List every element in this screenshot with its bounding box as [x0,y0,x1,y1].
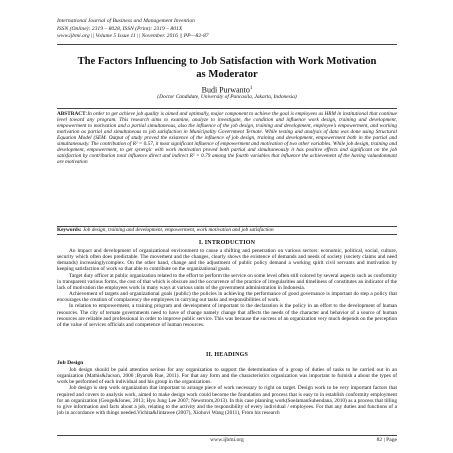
intro-paragraph-2: Target duty officer at public organization related to the effort to perform the service on some level often still colored by several aspects such as conformity in transparent various forms, the cost of that which is obscure and the occurrence of the practice of irregularities and timeliness of constitutes an indicator of the lack of motivation the employees work in many ways at various units of the government administration in Indonesia. [57,272,397,291]
abstract-text: :In order to get achieve job quality is aimed and optimally, major component to achieve the goal is employees as HRM in institutional that continue level toward any program. This research aims to examine, analyze to investigate, the condition and influence work design, training and development, empowerment to motivation and a partial simultaneous, also the influence of the job design, training and development, employee’s empowerment, and working motivation as partial and simultaneous to job satisfaction in Municipality Government Ternate. While testing and analysis of data was done using Structural Equation Model (SEM. Output of study proved the existence of the influence of job design, training and development, empowerment both in the partial and simultaneously. The contribution of R² = 0.57, it most significant influence of empowerment and motivation of two other variables. While job design, training and development, empowerment, to get synergic with work motivation proved both partial and simultaneously it has positive effects and significant on the job satisfaction by contribution total influence direct and indirect R² = 0.79 among the fourth variables that influence the achievement of the having valuedomnant are motivation [57,111,397,166]
author-sup: 1 [249,86,253,91]
footer-page-number: 82 | Page [376,437,397,443]
abstract-label: ABSTRACT [57,111,86,117]
footer-url: www.ijbmi.org [210,437,244,443]
title-line-1: The Factors Influencing to Job Satisfaction with Work Motivation [77,56,377,67]
affiliation: (Doctor Candidate, University of Pancasila, Jakarta, Indonesia) [157,94,297,100]
keywords-label: Keywords: [57,227,82,233]
title-line-2: as Moderator [196,68,258,80]
introduction-body [57,248,397,328]
headings-body [57,367,397,416]
intro-paragraph-4: In relation to empowerment, a training program and development of important to the declaration is the policy in an effort to the development of human resources. The city of ternate governments need to have of change namely change that affects the needs of the character and behavior of a source of human resources are reliable and professional in order to improve public service. This was because the success of an organization very much depends on the perception of the value of services officials and competence of human resources. [57,303,397,328]
keywords-text: Job design, training and development, empowerment, work motivation and job satisfaction [81,227,274,233]
keywords [57,227,397,233]
introduction-heading: I. INTRODUCTION [198,240,256,246]
journal-name: International Journal of Business and Management Invention [57,18,195,24]
paper-title [57,56,397,81]
headings-heading: II. HEADINGS [205,352,249,358]
journal-details: www.ijbmi.org || Volume 5 Issue 11 || November. 2016 || PP—82-87 [57,33,209,40]
abstract-rule-top [57,108,397,109]
intro-paragraph-1: An impact and development of organizational environment to cause a shifting and penetration on various sectors: economic, political, social, culture, security which often does predictable. The movement and the changes, clearly shows the existence of demands and needs of society (society claims and need demands) increasinglycomplex. On the other hand, change and the adjustment of public policy demand a working spirit civil servants and motivation by keeping satisfaction of work so that able to contribute on the organizational goals. [57,248,397,273]
author-name: Budi Purwanto [201,85,250,95]
headings-paragraph-1: Job design should be paid attention serious for any organization to support the determination of a group of duties of tasks to be carried out in an organization (Mathis&Jacson, 2006 ;Byars& Rue, 2011). For that any form and the characteristics organization was important to furnish a about the types of work be performed of each individual and his group in the organizations. [57,367,397,386]
keywords-rule [57,234,397,235]
headings-paragraph-2: Job design is step work organization that important to arrange piece of work necessary to right on target. Design work to be very important factors that required and covers to analysis work, aimed to make design work could become the foundation and process that is easy to in establish conformity employment for an organization (Geoge&Jones, 2013; Hyu Jung Lee 2007; Newstrom,2013). In this case planning work(SoelamanSuhendana, 2010) as a process that tilling to give information and facts about a job, relating to the activity and the responsibility of every individual / employees. For that any duties and functions of a job in accordance with things needed.Vichita&Jintawee (2007), Xiohovi Wang (2011), From his research [57,385,397,417]
abstract [57,111,397,165]
intro-paragraph-3: Achievement of targets and organizational goals (public) the policies in achieving the performance of good governance is important do step a policy that encourages the creation of complacency the employees in carrying out tasks and responsibilities of work. [57,291,397,304]
header-rule [57,44,397,45]
job-design-subheading: Job Design [57,360,84,366]
journal-header [57,18,397,41]
journal-issn: ISSN (Online): 2319 – 8028, ISSN (Print): 2319 – 801X [57,25,183,32]
footer-rule [57,435,397,436]
